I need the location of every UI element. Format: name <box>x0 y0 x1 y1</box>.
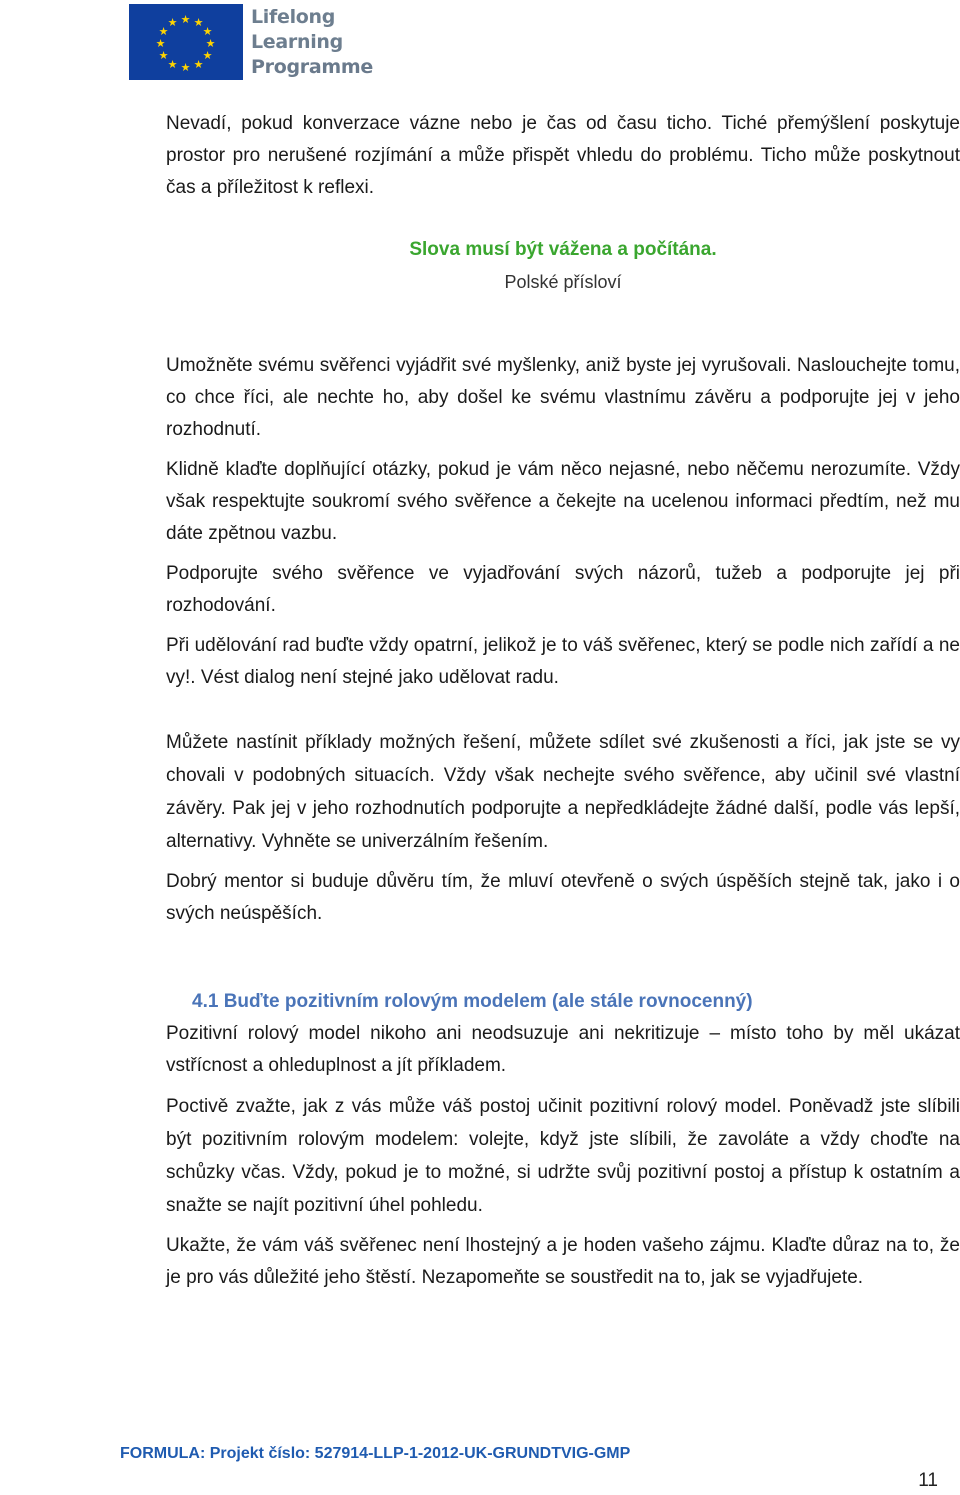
paragraph-role-model: Pozitivní rolový model nikoho ani neodsuzuje ani nekritizuje – místo toho by měl ukázat vstřícnost a ohleduplnost a jít příkladem. <box>166 1023 960 1076</box>
star-icon: ★ <box>193 59 204 71</box>
paragraph-advice: Při udělování rad buďte vždy opatrní, jelikož je to váš svěřenec, který se podle nich zařídí a ne vy!. Vést dialog není stejné jako udělovat radu. <box>166 635 960 688</box>
star-icon: ★ <box>180 14 191 26</box>
paragraph-listen: Umožněte svému svěřenci vyjádřit své myšlenky, aniž byste jej vyrušovali. Naslouchejte tomu, co chce říci, ale nechte ho, aby došel ke svému vlastnímu závěru a podporujte jej v jeho rozhodnutí. <box>166 355 960 440</box>
star-icon: ★ <box>158 26 169 38</box>
paragraph-show-interest: Ukažte, že vám váš svěřenec není lhostejný a je hoden vašeho zájmu. Klaďte důraz na to, že je pro vás důležité jeho štěstí. Nezapomeňte se soustředit na to, jak se vyjadřujete. <box>166 1235 960 1288</box>
footer-project-number: FORMULA: Projekt číslo: 527914-LLP-1-2012-UK-GRUNDTVIG-GMP <box>120 1445 631 1462</box>
logo-line-1: Lifelong <box>251 5 336 28</box>
star-icon: ★ <box>167 59 178 71</box>
section-heading: 4.1 Buďte pozitivním rolovým modelem (ale stále rovnocenný) <box>192 991 753 1012</box>
star-icon: ★ <box>155 38 166 50</box>
star-icon: ★ <box>202 50 213 62</box>
star-icon: ★ <box>202 26 213 38</box>
eu-flag-icon <box>129 4 243 80</box>
paragraph-support: Podporujte svého svěřence ve vyjadřování svých názorů, tužeb a podporujte jej při rozhodování. <box>166 563 960 616</box>
page-number: 11 <box>918 1470 938 1491</box>
quote-text: Slova musí být vážena a počítána. <box>409 239 717 260</box>
lifelong-learning-logo <box>129 4 373 80</box>
star-icon: ★ <box>193 17 204 29</box>
paragraph-consider: Poctivě zvažte, jak z vás může váš postoj učinit pozitivní rolový model. Poněvadž jste slíbili být pozitivním rolovým modelem: volejte, když jste slíbili, že zavoláte a vždy choďte na schůzky včas. Vždy, pokud je to možné, si udržte svůj pozitivní postoj a přístup k ostatním a snažte se najít pozitivní úhel pohledu. <box>166 1096 960 1216</box>
paragraph-questions: Klidně klaďte doplňující otázky, pokud je vám něco nejasné, nebo něčemu nerozumíte. Vždy však respektujte soukromí svého svěřence a čekejte na ucelenou informaci předtím, než mu dáte zpětnou vazbu. <box>166 459 960 544</box>
logo-line-2: Learning <box>251 30 343 53</box>
logo-text <box>251 5 373 80</box>
paragraph-silence: Nevadí, pokud konverzace vázne nebo je čas od času ticho. Tiché přemýšlení poskytuje prostor pro nerušené rozjímání a může přispět vhledu do problému. Ticho může poskytnout čas a příležitost k reflexi. <box>166 113 960 198</box>
star-icon: ★ <box>205 38 216 50</box>
logo-line-3: Programme <box>251 55 373 78</box>
paragraph-examples: Můžete nastínit příklady možných řešení, můžete sdílet své zkušenosti a říci, jak jste se vy chovali v podobných situacích. Vždy však nechejte svého svěřence, aby učinil své vlastní závěry. Pak jej v jeho rozhodnutích podporujte a nepředkládejte žádné další, podle vás lepší, alternativy. Vyhněte se univerzálním řešením. <box>166 732 960 852</box>
star-icon: ★ <box>158 50 169 62</box>
proverb-quote <box>166 234 960 298</box>
star-icon: ★ <box>167 17 178 29</box>
quote-source: Polské přísloví <box>504 272 622 292</box>
star-icon: ★ <box>180 62 191 74</box>
document-body <box>166 108 960 1294</box>
paragraph-trust: Dobrý mentor si buduje důvěru tím, že mluví otevřeně o svých úspěších stejně tak, jako i o svých neúspěších. <box>166 871 960 924</box>
